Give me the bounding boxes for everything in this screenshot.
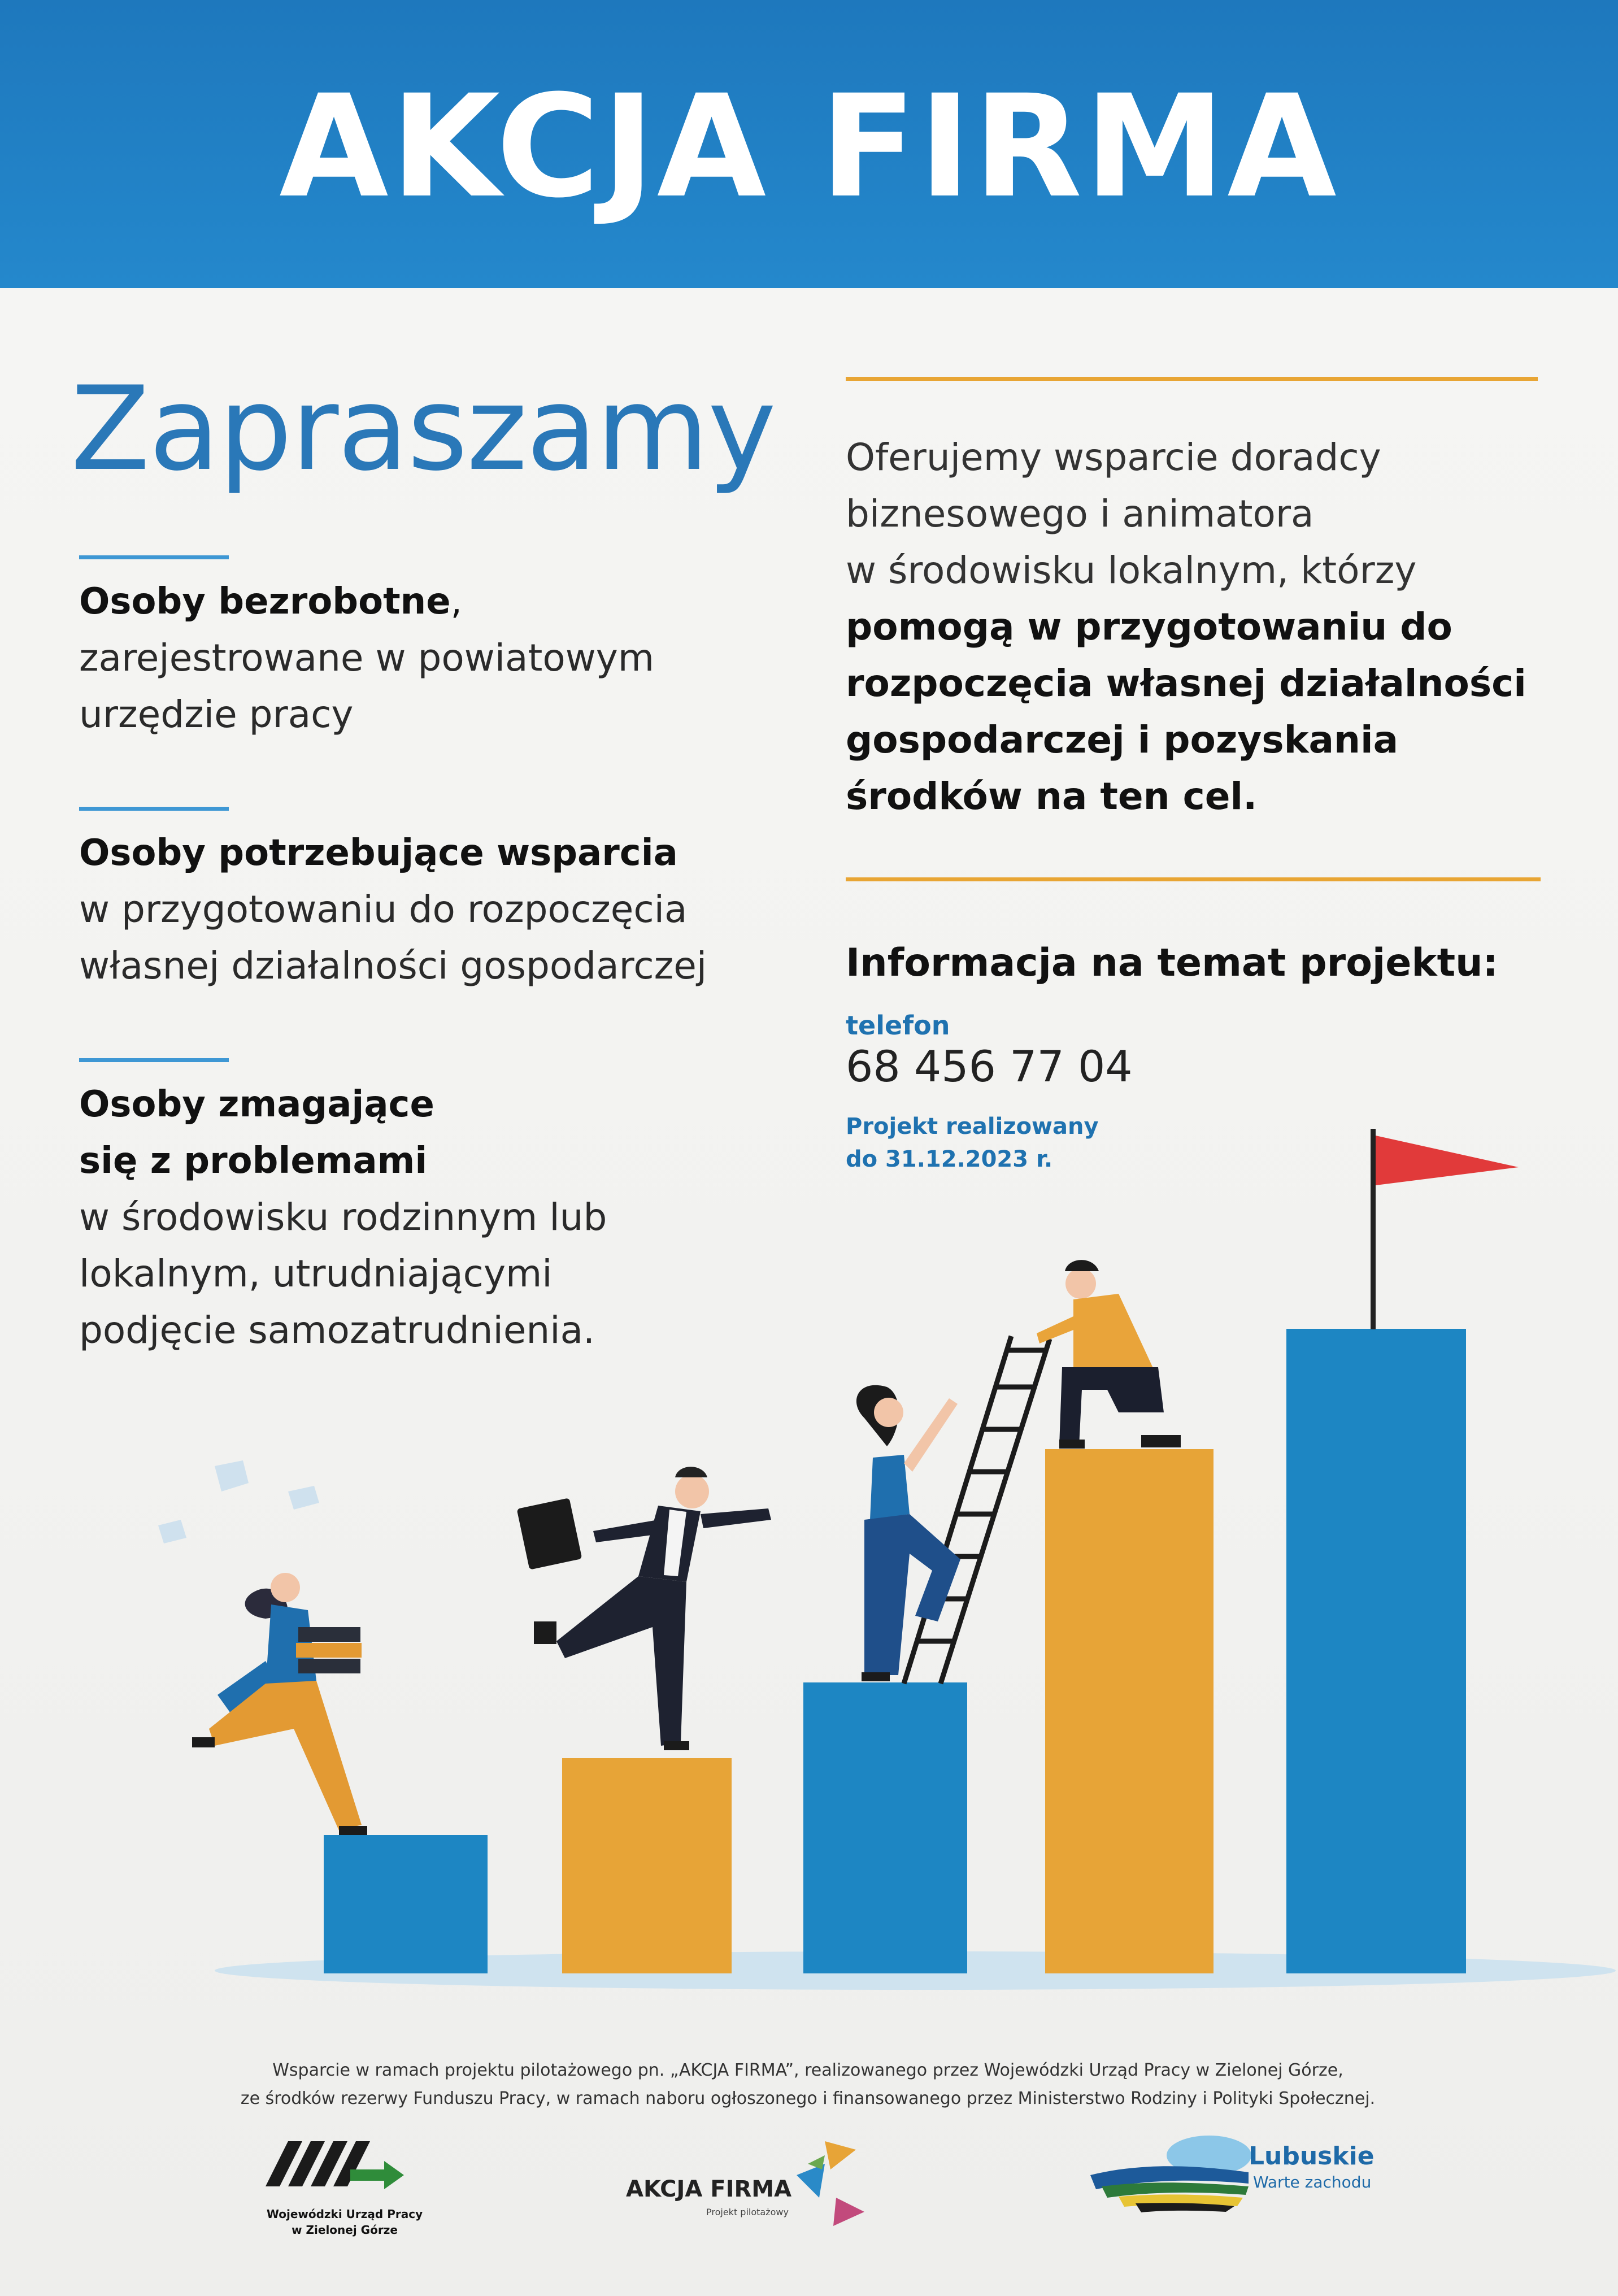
offer-line: Oferujemy wsparcie doradcy [846, 436, 1381, 479]
wup-caption-line: Wojewódzki Urząd Pracy [266, 2207, 423, 2221]
group-text-line: własnej działalności gospodarczej [79, 944, 707, 988]
offer-bold-line: rozpoczęcia własnej działalności [846, 662, 1526, 705]
note-line: Projekt realizowany [846, 1114, 1099, 1140]
bar-step-2 [562, 1758, 732, 1973]
group-text-line: w przygotowaniu do rozpoczęcia [79, 888, 688, 931]
funding-line: Wsparcie w ramach projektu pilotażowego pn. „AKCJA FIRMA”, realizowanego przez Wojewódzki Urząd Pracy w Zielonej Górze, [272, 2060, 1343, 2080]
group-text-line: urzędzie pracy [79, 693, 354, 736]
group-text-line: zarejestrowane w powiatowym [79, 636, 655, 680]
bar-step-1 [324, 1835, 488, 1973]
phone-number: 68 456 77 04 [846, 1041, 1133, 1092]
lubuskie-logo-title: Lubuskie [1249, 2142, 1375, 2171]
info-heading: Informacja na temat projektu: [846, 941, 1498, 985]
group-heading: Osoby potrzebujące wsparcia [79, 832, 678, 874]
group-text-line: lokalnym, utrudniającymi [79, 1252, 553, 1295]
bar-step-4 [1045, 1449, 1214, 1973]
group-text-line: w środowisku rodzinnym lub [79, 1195, 607, 1239]
group-heading: Osoby bezrobotne, [79, 581, 462, 623]
group-heading-line: się z problemami [79, 1140, 428, 1182]
funding-line: ze środków rezerwy Funduszu Pracy, w ramach naboru ogłoszonego i finansowanego przez Ministerstwo Rodziny i Polityki Społecznej. [240, 2089, 1376, 2108]
offer-bold-line: środków na ten cel. [846, 775, 1258, 818]
bar-step-5 [1286, 1329, 1466, 1973]
group-text-line: podjęcie samozatrudnienia. [79, 1308, 595, 1352]
woman-climbing-ladder [856, 1385, 960, 1681]
offer-line: w środowisku lokalnym, którzy [846, 549, 1417, 592]
ladder-icon [904, 1336, 1050, 1684]
funding-statement [113, 2056, 1503, 2113]
businessman-running [517, 1467, 771, 1750]
poster-title: AKCJA FIRMA [279, 64, 1339, 229]
lubuskie-logo-subtitle: Warte zachodu [1253, 2173, 1372, 2191]
akcja-firma-logo-subtitle: Projekt pilotażowy [706, 2207, 789, 2217]
flying-papers [158, 1460, 319, 1543]
offer-bold-line: gospodarczej i pozyskania [846, 718, 1399, 762]
offer-line: biznesowego i animatora [846, 492, 1314, 536]
phone-label: telefon [846, 1010, 950, 1041]
man-kneeling-on-bar [1037, 1260, 1181, 1449]
note-line: do 31.12.2023 r. [846, 1146, 1053, 1172]
woman-carrying-binders [192, 1573, 367, 1835]
bar-step-3 [803, 1682, 967, 1973]
wup-logo-caption [226, 2206, 463, 2238]
invite-heading: Zapraszamy [71, 362, 776, 497]
lubuskie-logo [1085, 2130, 1254, 2215]
akcja-firma-logo-title: AKCJA FIRMA [626, 2176, 792, 2202]
offer-bold-line: pomogą w przygotowaniu do [846, 605, 1452, 649]
wup-caption-line: w Zielonej Górze [292, 2223, 398, 2237]
group-heading-line: Osoby zmagające [79, 1084, 434, 1125]
flag-icon [1371, 1129, 1519, 1329]
